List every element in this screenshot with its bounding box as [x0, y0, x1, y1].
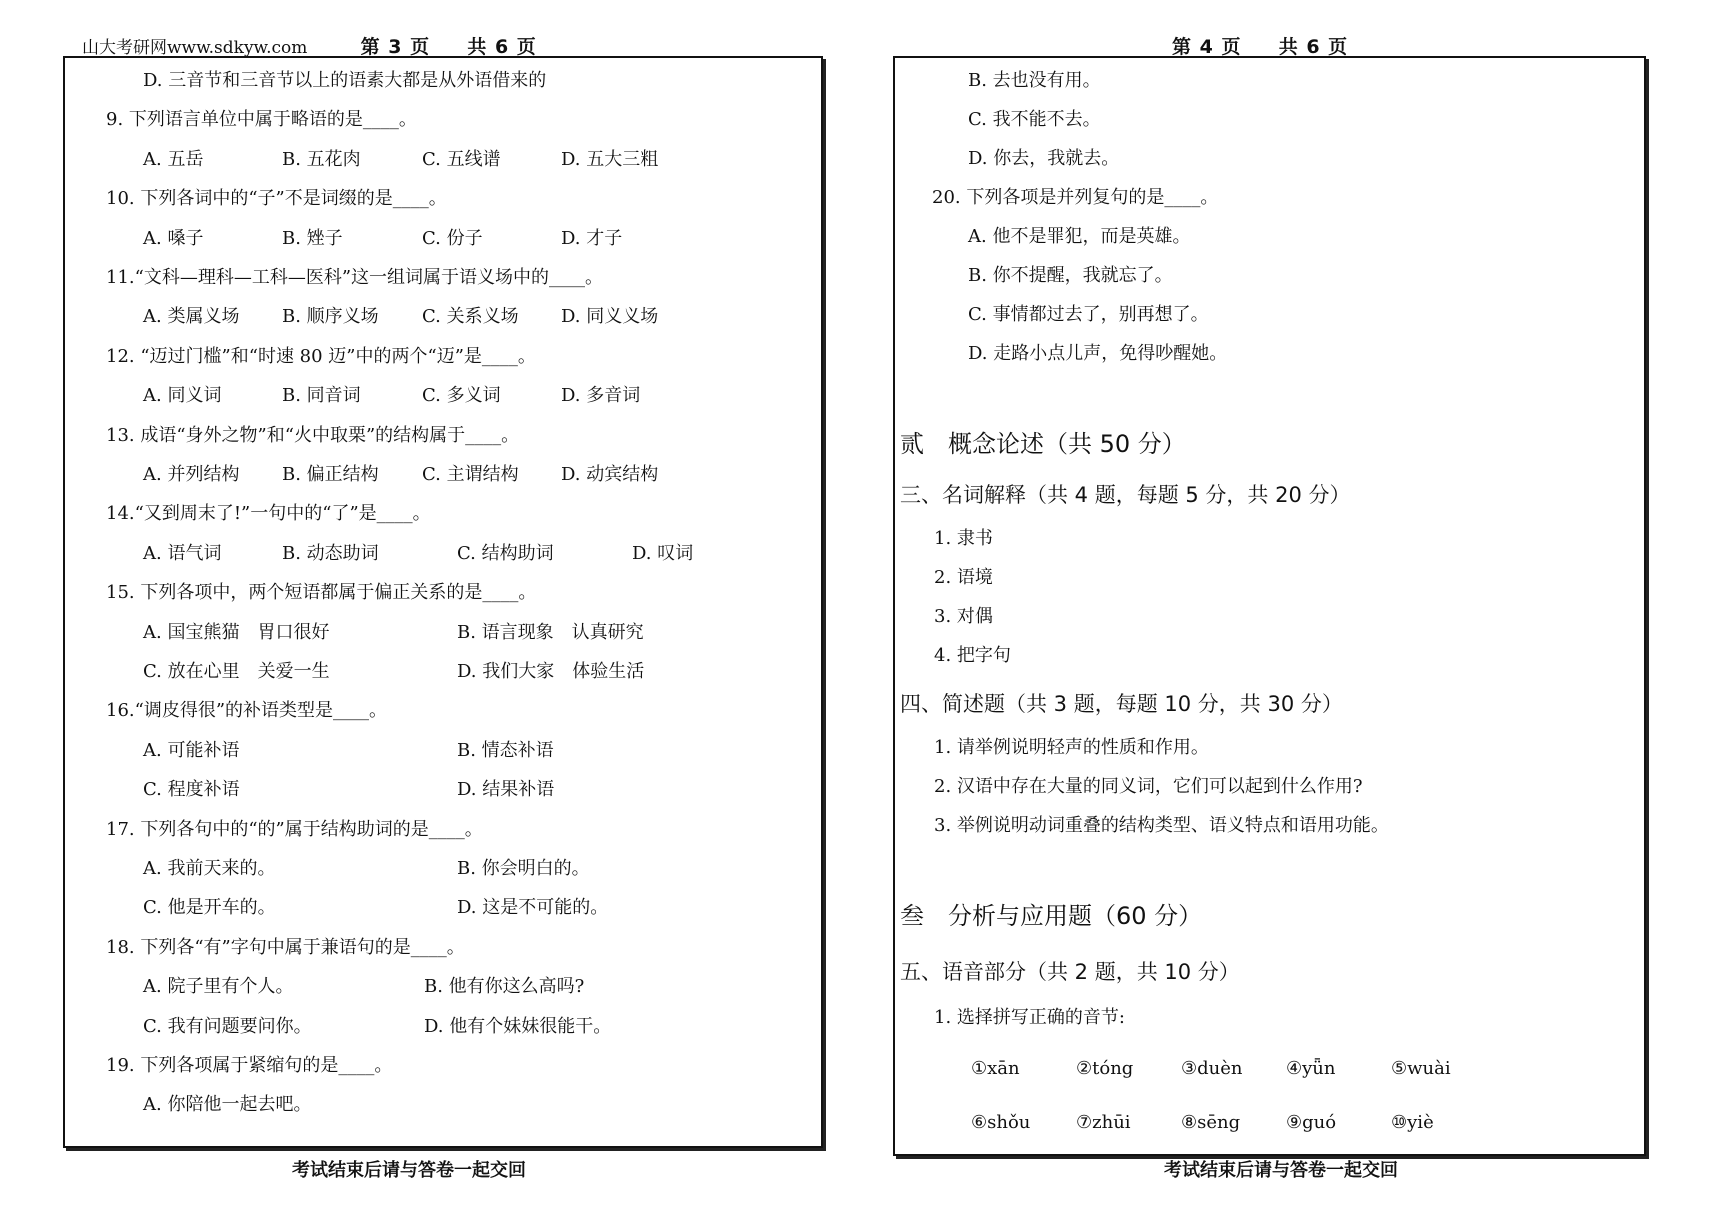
question-stem: 16.“调皮得很”的补语类型是____。: [106, 700, 388, 721]
syllable-option: ⑥shǒu: [971, 1112, 1031, 1133]
question-stem: 15. 下列各项中，两个短语都属于偏正关系的是____。: [106, 582, 537, 603]
right-page-frame: [893, 56, 1646, 1156]
syllable-option: ②tóng: [1076, 1058, 1134, 1079]
syllable-option: ⑩yiè: [1391, 1112, 1434, 1133]
page-number: 第 3 页: [360, 36, 431, 58]
answer-option: D. 这是不可能的。: [457, 897, 609, 918]
question-stem: 10. 下列各词中的“子”不是词缀的是____。: [106, 188, 447, 209]
question-stem: 13. 成语“身外之物”和“火中取栗”的结构属于____。: [106, 425, 520, 446]
syllable-option: ①xān: [971, 1058, 1020, 1079]
q20-option-d: D. 走路小点儿声，免得吵醒她。: [968, 343, 1228, 364]
right-page-footer: 考试结束后请与答卷一起交回: [1164, 1160, 1398, 1181]
answer-option: D. 五大三粗: [561, 149, 659, 170]
syllable-option: ⑤wuài: [1391, 1058, 1451, 1079]
sec4-item: 3. 举例说明动词重叠的结构类型、语义特点和语用功能。: [934, 815, 1389, 836]
answer-option: B. 他有你这么高吗?: [424, 976, 585, 997]
right-page-header: [1172, 32, 1348, 59]
answer-option: D. 同义义场: [561, 306, 659, 327]
question-stem: 11.“文科—理科—工科—医科”这一组词属于语义场中的____。: [106, 267, 604, 288]
q20-stem: 20. 下列各项是并列复句的是____。: [932, 187, 1219, 208]
answer-option: A. 类属义场: [143, 306, 240, 327]
sec3-item: 3. 对偶: [934, 606, 993, 627]
answer-option: C. 主谓结构: [422, 464, 519, 485]
section4-title: 四、简述题（共 3 题，每题 10 分，共 30 分）: [900, 692, 1343, 716]
question-stem: 12. “迈过门槛”和“时速 80 迈”中的两个“迈”是____。: [106, 346, 536, 367]
answer-option: A. 你陪他一起去吧。: [143, 1094, 312, 1115]
question-stem: 18. 下列各“有”字句中属于兼语句的是____。: [106, 937, 465, 958]
answer-option: B. 动态助词: [282, 543, 379, 564]
q19-option-b: B. 去也没有用。: [968, 70, 1101, 91]
part2-title: 贰 概念论述（共 50 分）: [900, 430, 1186, 458]
section3-title: 三、名词解释（共 4 题，每题 5 分，共 20 分）: [900, 483, 1351, 507]
answer-option: B. 矬子: [282, 228, 343, 249]
answer-option: D. 我们大家 体验生活: [457, 661, 645, 682]
left-page-footer: 考试结束后请与答卷一起交回: [292, 1160, 526, 1181]
answer-option: C. 放在心里 关爱一生: [143, 661, 330, 682]
sec3-item: 1. 隶书: [934, 528, 993, 549]
sec3-item: 4. 把字句: [934, 645, 1011, 666]
answer-option: B. 同音词: [282, 385, 361, 406]
q20-option-c: C. 事情都过去了，别再想了。: [968, 304, 1209, 325]
answer-option: B. 五花肉: [282, 149, 361, 170]
answer-option: B. 你会明白的。: [457, 858, 590, 879]
answer-option: C. 结构助词: [457, 543, 554, 564]
section5-title: 五、语音部分（共 2 题，共 10 分）: [900, 960, 1240, 984]
question-stem: 14.“又到周末了!”一句中的“了”是____。: [106, 503, 431, 524]
answer-option: A. 并列结构: [143, 464, 240, 485]
answer-option: A. 嗓子: [143, 228, 204, 249]
answer-option: C. 程度补语: [143, 779, 240, 800]
page-total: 共 6 页: [1278, 36, 1349, 58]
answer-option: C. 他是开车的。: [143, 897, 276, 918]
q20-option-a: A. 他不是罪犯，而是英雄。: [968, 226, 1191, 247]
answer-option: D. 才子: [561, 228, 623, 249]
left-page-header: [82, 32, 537, 59]
syllable-option: ⑧sēng: [1181, 1112, 1241, 1133]
answer-option: A. 同义词: [143, 385, 222, 406]
answer-option: D. 多音词: [561, 385, 641, 406]
q19-option-d: D. 你去，我就去。: [968, 148, 1120, 169]
answer-option: D. 他有个妹妹很能干。: [424, 1016, 612, 1037]
syllable-option: ⑦zhūi: [1076, 1112, 1131, 1133]
question-stem: 17. 下列各句中的“的”属于结构助词的是____。: [106, 819, 483, 840]
answer-option: C. 份子: [422, 228, 483, 249]
answer-option: A. 院子里有个人。: [143, 976, 294, 997]
syllable-option: ⑨guó: [1286, 1112, 1337, 1133]
answer-option: C. 五线谱: [422, 149, 501, 170]
q20-option-b: B. 你不提醒，我就忘了。: [968, 265, 1173, 286]
answer-option: A. 国宝熊猫 胃口很好: [143, 622, 330, 643]
answer-option: A. 可能补语: [143, 740, 240, 761]
page-number: 第 4 页: [1172, 36, 1242, 58]
q8-option-d: D. 三音节和三音节以上的语素大都是从外语借来的: [143, 70, 547, 91]
site-name: 山大考研网www.sdkyw.com: [82, 38, 308, 58]
syllable-option: ③duèn: [1181, 1058, 1243, 1079]
answer-option: C. 关系义场: [422, 306, 519, 327]
q19-option-c: C. 我不能不去。: [968, 109, 1101, 130]
sec4-item: 2. 汉语中存在大量的同义词，它们可以起到什么作用?: [934, 776, 1363, 797]
answer-option: B. 顺序义场: [282, 306, 379, 327]
sec4-item: 1. 请举例说明轻声的性质和作用。: [934, 737, 1209, 758]
answer-option: B. 语言现象 认真研究: [457, 622, 644, 643]
answer-option: A. 语气词: [143, 543, 222, 564]
answer-option: D. 动宾结构: [561, 464, 659, 485]
answer-option: C. 我有问题要问你。: [143, 1016, 312, 1037]
answer-option: D. 叹词: [632, 543, 694, 564]
question-stem: 19. 下列各项属于紧缩句的是____。: [106, 1055, 393, 1076]
part3-title: 叁 分析与应用题（60 分）: [900, 902, 1203, 930]
sec3-item: 2. 语境: [934, 567, 993, 588]
question-stem: 9. 下列语言单位中属于略语的是____。: [106, 109, 417, 130]
answer-option: B. 偏正结构: [282, 464, 379, 485]
answer-option: B. 情态补语: [457, 740, 554, 761]
answer-option: D. 结果补语: [457, 779, 555, 800]
answer-option: C. 多义词: [422, 385, 501, 406]
syllable-option: ④yǖn: [1286, 1058, 1336, 1079]
answer-option: A. 我前天来的。: [143, 858, 276, 879]
sec5-question-1: 1. 选择拼写正确的音节:: [934, 1007, 1125, 1028]
page-total: 共 6 页: [467, 36, 537, 58]
answer-option: A. 五岳: [143, 149, 204, 170]
